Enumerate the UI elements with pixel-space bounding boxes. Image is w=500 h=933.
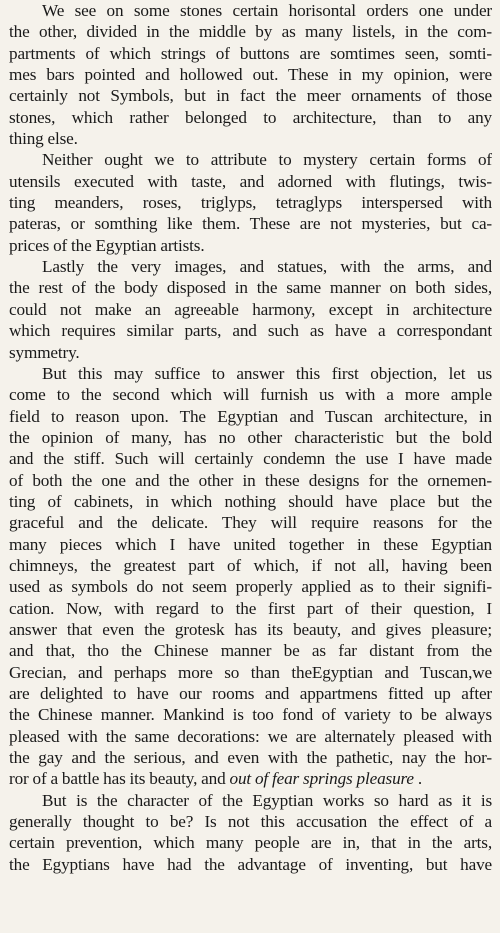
text-line: Neither ought we to attribute to mystery certain forms of	[42, 150, 492, 170]
text-line: certain prevention, which many people are in, that in the arts,	[9, 833, 492, 853]
text-line: We see on somе stones certain horisontal orders one under	[42, 1, 492, 20]
text-line: stones, which rather belonged to architecture, than to any	[9, 107, 492, 127]
text-line: answer that even the grotesk has its beauty, and gives pleasure;	[9, 619, 492, 639]
text-line: the Chinese manner. Mankind is too fond of variety to be always	[9, 705, 492, 725]
text-line-with-italic	[9, 768, 492, 789]
text-line: of both the one and the other in these designs for the ornemen-	[9, 470, 492, 490]
text-line: prices of the Egyptian artists.	[9, 235, 205, 255]
text-line: chimneys, the greatest part of which, if not all, having been	[9, 555, 492, 575]
text-line: used as symbols do not seem properly applied as to their signifi-	[9, 577, 492, 597]
text-segment: ror of a battle has its beauty, and	[9, 769, 226, 789]
text-line: ting meanders, roses, triglyps, tetraglyps interspersed with	[9, 193, 492, 213]
text-line: partments of which strings of buttons are somtimes seen, somti-	[9, 43, 492, 63]
text-line: and the stiff. Such will certainly condemn the use I have made	[9, 449, 492, 469]
text-line: Lastly the very images, and statues, with the arms, and	[42, 257, 492, 277]
text-line: could not make an agreeable harmony, except in architecture	[9, 299, 492, 319]
text-line: pateras, or somthing like them. These are not mysteries, but ca-	[9, 214, 492, 234]
text-line: the opinion of many, has no other characteristic but the bold	[9, 427, 492, 447]
text-line: But this may suffice to answer this first objection, let us	[42, 363, 492, 383]
text-line: graceful and the delicate. They will require reasons for the	[9, 513, 492, 533]
text-line: the Egyptians have had the advantage of inventing, but have	[9, 854, 492, 874]
text-line: many pieces which I have united together in these Egyptian	[9, 534, 492, 554]
text-line: thing else.	[9, 129, 78, 149]
text-line: the gay and the serious, and even with the pathetic, nay the hor-	[9, 748, 492, 768]
text-line: ting of cabinets, in which nothing should have place but the	[9, 491, 492, 511]
punctuation: .	[417, 769, 423, 789]
text-line: mes bars pointed and hollowed out. These in my opinion, were	[9, 65, 492, 85]
paragraph-1	[9, 0, 492, 149]
text-line: come to the second which will furnish us with a more ample	[9, 385, 492, 405]
text-line: the rest of the body disposed in the same manner on both sides,	[9, 278, 492, 298]
text-line: and that, tho the Chinese manner be as far distant from the	[9, 641, 492, 661]
text-line: symmetry.	[9, 342, 80, 362]
text-line: certainly not Symbols, but in fact the meer ornaments of those	[9, 86, 492, 106]
paragraph-4	[9, 363, 492, 790]
text-line: generally thought to be? Is not this accusation the effect of a	[9, 812, 492, 832]
text-line: which requires similar parts, and such as have a correspondant	[9, 321, 492, 341]
text-line: cation. Now, with regard to the first part of their question, I	[9, 598, 492, 618]
text-line: field to reason upon. The Egyptian and Tuscan architecture, in	[9, 406, 492, 426]
text-line: But is the character of the Egyptian works so hard as it is	[42, 790, 492, 810]
paragraph-3	[9, 256, 492, 363]
text-line: utensils executed with taste, and adorned with flutings, twis-	[9, 171, 492, 191]
text-line: Grecian, and perhaps more so than theEgyptian and Tuscan,we	[9, 662, 492, 682]
text-line: are delighted to have our rooms and appartmens fitted up after	[9, 684, 492, 703]
text-line: pleased with the same decorations: we are alternately pleased with	[9, 726, 492, 746]
paragraph-5	[9, 790, 492, 875]
text-line: the other, divided in the middle by as many listels, in the com-	[9, 22, 492, 42]
paragraph-2	[9, 149, 492, 256]
italic-phrase: out of fear springs pleasure	[229, 769, 414, 789]
body-text	[9, 0, 492, 875]
